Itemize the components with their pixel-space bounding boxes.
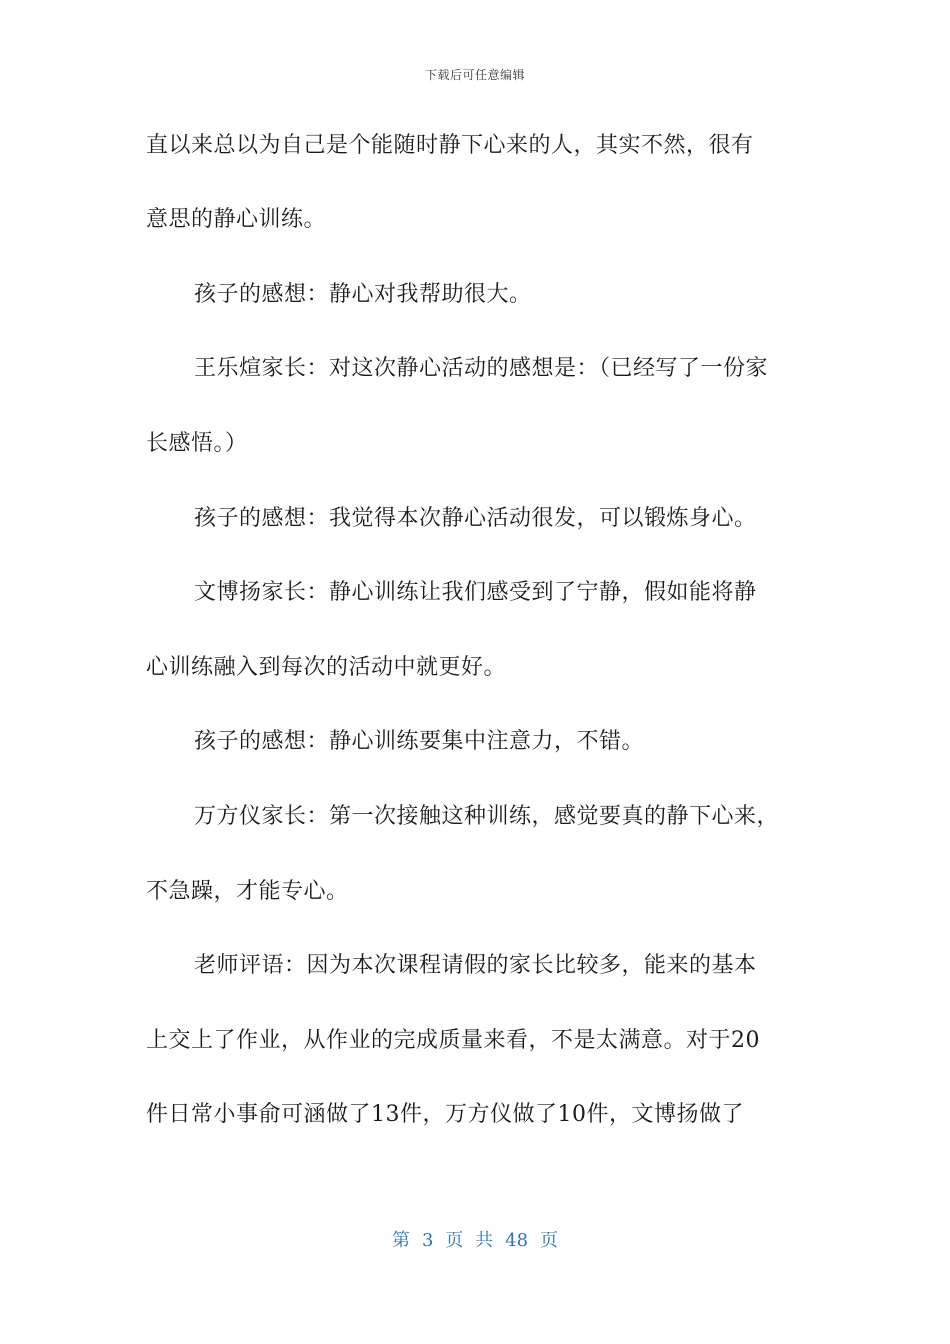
text-line: 长感悟。） [146,431,248,456]
page-header: 下载后可任意编辑 [424,68,525,82]
text-line: 孩子的感想：静心对我帮助很大。 [194,282,532,307]
text-line: 不急躁，才能专心。 [146,879,349,904]
footer-suffix: 页 [540,1230,559,1251]
text-line: 心训练融入到每次的活动中就更好。 [146,655,507,680]
text-line: 意思的静心训练。 [146,207,327,232]
page-footer [0,1226,950,1252]
footer-prefix: 第 [391,1230,410,1251]
text-line: 文博扬家长：静心训练让我们感受到了宁静，假如能将静 [194,580,757,605]
page-number: 3 [421,1230,434,1251]
footer-middle: 页 共 [445,1230,494,1251]
text-line: 件日常小事俞可涵做了13件，万方仪做了10件，文博扬做了 [146,1102,744,1127]
text-line: 万方仪家长：第一次接触这种训练，感觉要真的静下心来， [194,804,780,829]
text-line: 老师评语：因为本次课程请假的家长比较多，能来的基本 [194,953,757,978]
text-line: 孩子的感想：我觉得本次静心活动很发，可以锻炼身心。 [194,506,757,531]
page-total: 48 [505,1230,529,1251]
text-line: 直以来总以为自己是个能随时静下心来的人，其实不然，很有 [146,133,754,158]
text-line: 孩子的感想：静心训练要集中注意力，不错。 [194,729,645,754]
text-line: 王乐煊家长：对这次静心活动的感想是：（已经写了一份家 [194,356,769,381]
text-line: 上交上了作业，从作业的完成质量来看，不是太满意。对于20 [146,1028,760,1053]
